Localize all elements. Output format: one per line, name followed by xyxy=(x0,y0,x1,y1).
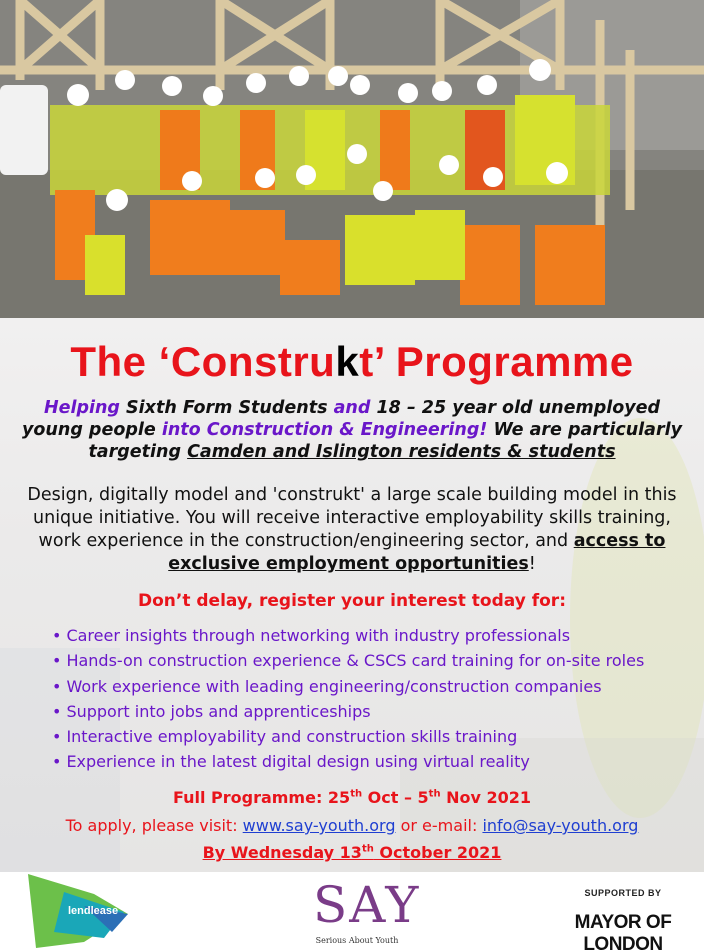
apply-info: To apply, please visit: www.say-youth.org or e-mail: info@say-youth.org xyxy=(65,816,639,835)
programme-description: Design, digitally model and 'construkt' a large scale building model in this unique initiative. You will receive interactive employability skills training, work experience in the construction/engineering sector, and access to exclusive employment opportunities! xyxy=(27,485,677,574)
mayor-of-london-label: MAYOR OF LONDON xyxy=(574,912,672,951)
employment-emphasis: access to exclusive employment opportunities xyxy=(168,531,666,574)
website-link[interactable]: www.say-youth.org xyxy=(242,816,396,835)
sponsor-footer xyxy=(0,872,704,951)
list-item: • Support into jobs and apprenticeships xyxy=(52,701,371,721)
programme-dates: Full Programme: 25th Oct – 5th Nov 2021 xyxy=(172,788,532,807)
title-k-letter: k xyxy=(335,338,360,385)
say-wordmark: SAY xyxy=(313,876,421,934)
list-item: • Interactive employability and construction skills training xyxy=(52,727,518,747)
benefits-list xyxy=(52,623,692,775)
mayor-of-london-logo xyxy=(548,888,698,951)
list-item: • Hands-on construction experience & CSCS card training for on-site roles xyxy=(52,651,645,671)
application-deadline: By Wednesday 13th October 2021 xyxy=(202,843,502,862)
flyer-content xyxy=(0,318,704,872)
supported-by-label: SUPPORTED BY xyxy=(584,888,662,898)
page-title: The ‘Construkt’ Programme xyxy=(70,338,634,385)
group-photo-illustration xyxy=(0,0,704,318)
intro-statement: Helping Sixth Form Students and 18 – 25 year old unemployed young people into Construction & Engineering! We are particularly targeting Camden and Islington residents & students xyxy=(21,398,683,462)
list-item: • Experience in the latest digital design using virtual reality xyxy=(52,752,530,772)
hero-photo xyxy=(0,0,704,318)
say-tagline: Serious About Youth xyxy=(315,936,399,945)
register-heading: Don’t delay, register your interest today for: xyxy=(137,591,566,611)
say-logo xyxy=(296,874,421,950)
list-item: • Work experience with leading engineering/construction companies xyxy=(52,676,602,696)
email-link[interactable]: info@say-youth.org xyxy=(482,816,639,835)
lendlease-logo: lendlease xyxy=(24,872,134,951)
list-item: • Career insights through networking with industry professionals xyxy=(52,626,571,645)
